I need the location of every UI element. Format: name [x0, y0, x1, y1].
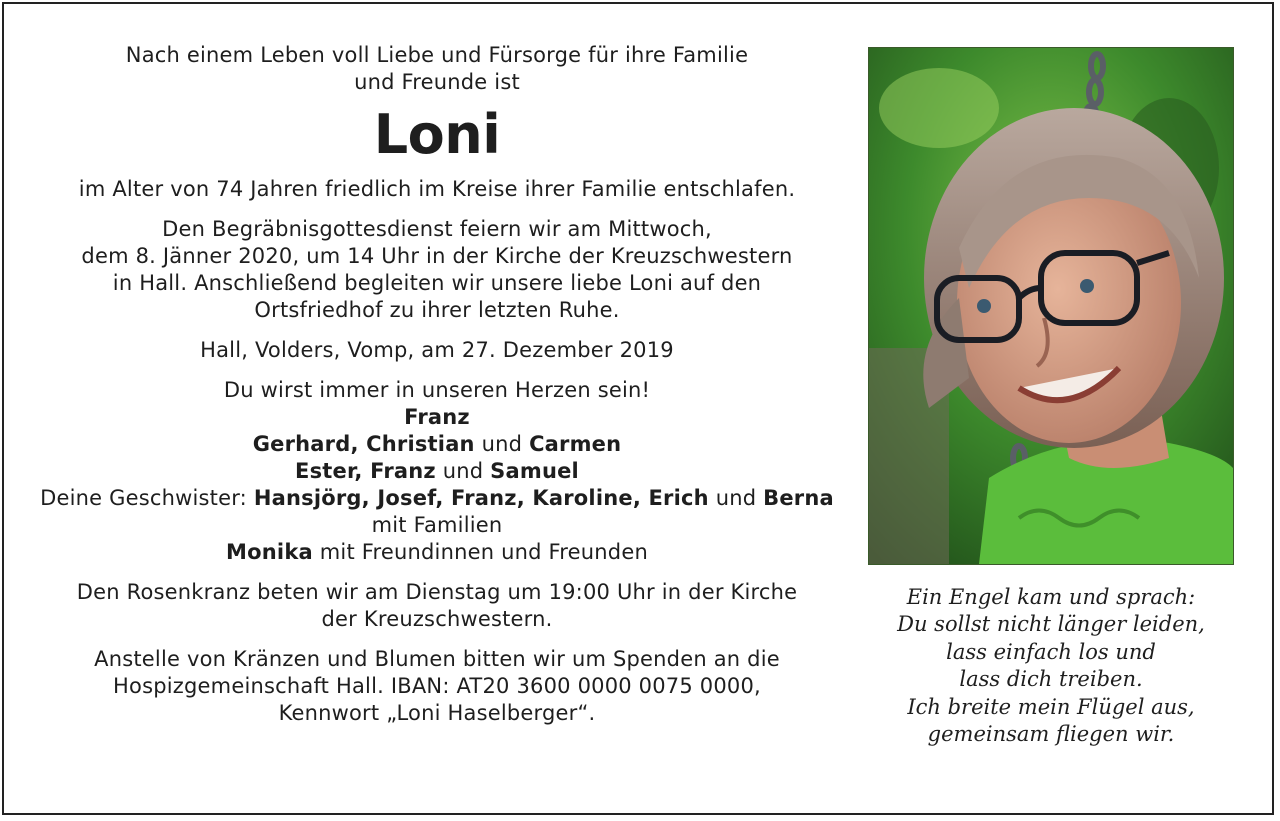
poem-line: Ich breite mein Flügel aus,: [907, 694, 1195, 719]
rosary-line-1: Den Rosenkranz beten wir am Dienstag um 19:00 Uhr in der Kirche: [76, 580, 798, 604]
poem-line: Ein Engel kam und sprach:: [906, 585, 1196, 609]
donation-line-2: Hospizgemeinschaft Hall. IBAN: AT20 3600 0000 0075 0000,: [113, 674, 761, 698]
donation-line-3: Kennwort „Loni Haselberger“.: [278, 701, 596, 725]
poem-line: lass einfach los und: [946, 639, 1156, 664]
funeral-line-2: dem 8. Jänner 2020, um 14 Uhr in der Kirche der Kreuzschwestern: [81, 244, 793, 268]
mourner-franz: Franz: [404, 405, 470, 429]
mourner-monika: Monika mit Freundinnen und Freunden: [226, 540, 648, 564]
heart-line: Du wirst immer in unseren Herzen sein!: [223, 378, 651, 402]
obituary-text: [34, 42, 840, 727]
age-line: im Alter von 74 Jahren friedlich im Kreise ihrer Familie entschlafen.: [78, 177, 796, 201]
poem-line: gemeinsam fliegen wir.: [927, 722, 1175, 747]
intro-line-1: Nach einem Leben voll Liebe und Fürsorge für ihre Familie: [125, 43, 749, 67]
funeral-line-1: Den Begräbnisgottesdienst feiern wir am Mittwoch,: [162, 217, 712, 241]
funeral-line-3: in Hall. Anschließend begleiten wir unsere liebe Loni auf den: [112, 271, 762, 295]
donation-line-1: Anstelle von Kränzen und Blumen bitten wir um Spenden an die: [94, 647, 780, 671]
mourner-row-3: Ester, Franz und Samuel: [295, 459, 579, 483]
funeral-line-4: Ortsfriedhof zu ihrer letzten Ruhe.: [254, 298, 620, 322]
mourner-row-2: Gerhard, Christian und Carmen: [252, 432, 622, 456]
obituary-frame: [2, 2, 1274, 815]
intro-line-2: und Freunde ist: [354, 70, 520, 94]
poem-line: Du sollst nicht länger leiden,: [897, 612, 1205, 637]
mourner-families: mit Familien: [371, 513, 503, 537]
deceased-name: Loni: [373, 103, 501, 166]
poem: [866, 584, 1236, 748]
place-date: Hall, Volders, Vomp, am 27. Dezember 2019: [200, 338, 674, 362]
poem-line: lass dich treiben.: [959, 667, 1143, 692]
mourner-siblings: Deine Geschwister: Hansjörg, Josef, Franz, Karoline, Erich und Berna: [40, 486, 834, 510]
portrait-photo: [868, 47, 1234, 565]
rosary-line-2: der Kreuzschwestern.: [321, 607, 553, 631]
